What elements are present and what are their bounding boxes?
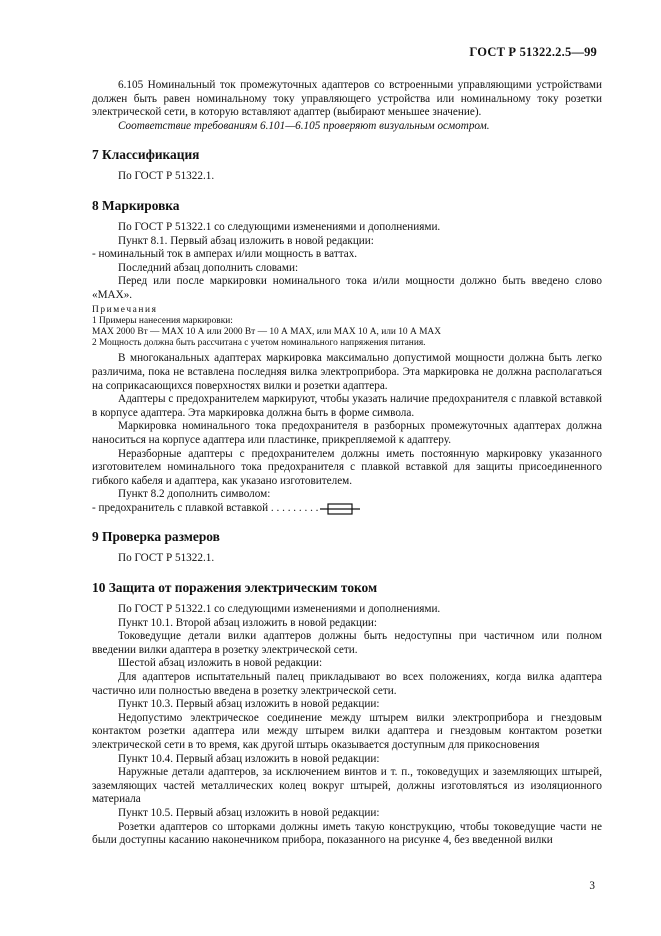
section-10-p4: Шестой абзац изложить в новой редакции: xyxy=(118,657,323,670)
section-8-p6: В многоканальных адаптерах маркировка максимально допустимой мощности должна быть легко различима, пока не вставлена последняя вилка электроприбора. Эта маркировка не должна располагаться на соприкасающихся поверхностях вилки и розетки адаптера. xyxy=(92,352,602,392)
section-10-p7: Недопустимо электрическое соединение между штырем вилки электроприбора и гнездовым контактом розетки адаптера или между штырем вилки адаптера и гнездовым контактом розетки электрической сети в то время, как другой штырь оказывается доступным для прикосновения xyxy=(92,711,602,751)
section-9-heading: 9 Проверка размеров xyxy=(92,529,220,545)
section-8-heading: 8 Маркировка xyxy=(92,197,180,213)
section-10-p11: Розетки адаптеров со шторками должны иметь такую конструкцию, чтобы токоведущие части не были доступны касанию наконечником прибора, показанного на рисунке 4, без введенной вилки xyxy=(92,820,602,847)
section-10-p3: Токоведущие детали вилки адаптеров должны быть недоступны при частичном или полном введении вилки адаптера в розетку электрической сети. xyxy=(92,630,602,656)
section-8-p8: Маркировка номинального тока предохранителя в разборных промежуточных адаптерах должна наноситься на корпусе адаптера или пластинке, прикрепляемой к адаптеру. xyxy=(92,420,602,446)
section-8-p5: Перед или после маркировки номинального тока и/или мощности должно быть введено слово «МАХ». xyxy=(92,275,602,301)
section-7-heading: 7 Классификация xyxy=(92,147,200,163)
section-8-p7: Адаптеры с предохранителем маркируют, чтобы указать наличие предохранителя с плавкой вставкой в корпусе адаптера. Эта маркировка должна быть в форме символа. xyxy=(92,393,602,419)
section-10-p6: Пункт 10.3. Первый абзац изложить в новой редакции: xyxy=(118,698,380,711)
section-8-p9: Неразборные адаптеры с предохранителем должны иметь постоянную маркировку указанного изготовителем номинального тока предохранителя с плавкой вставкой для защиты присоединенного гибкого кабеля и адаптера, как указано изготовителем. xyxy=(92,447,602,487)
section-10-heading: 10 Защита от поражения электрическим током xyxy=(92,580,378,596)
document-body xyxy=(92,79,602,848)
compliance-check-note: Соответствие требованиям 6.101—6.105 проверяют визуальным осмотром. xyxy=(118,119,490,132)
section-8-p3: - номинальный ток в амперах и/или мощность в ваттах. xyxy=(92,248,358,261)
section-8-p1: По ГОСТ Р 51322.1 со следующими изменениями и дополнениями. xyxy=(118,220,441,233)
section-8-p2: Пункт 8.1. Первый абзац изложить в новой редакции: xyxy=(118,234,374,247)
document-header: ГОСТ Р 51322.2.5—99 xyxy=(469,45,597,59)
note-1: 1 Примеры нанесения маркировки: xyxy=(92,315,233,326)
section-10-p1: По ГОСТ Р 51322.1 со следующими изменениями и дополнениями. xyxy=(118,603,441,616)
notes-title: Примечания xyxy=(92,304,158,315)
section-7-text: По ГОСТ Р 51322.1. xyxy=(118,170,215,183)
fuse-symbol-line xyxy=(92,502,602,516)
notes-block xyxy=(92,305,602,350)
section-10-p2: Пункт 10.1. Второй абзац изложить в новой редакции: xyxy=(118,616,378,629)
note-1-examples: МАХ 2000 Вт — МАХ 10 А или 2000 Вт — 10 А МАХ, или МАХ 10 А, или 10 А МАХ xyxy=(92,326,441,337)
section-10-p9: Наружные детали адаптеров, за исключением винтов и т. п., токоведущих и заземляющих штырей, заземляющих частей металлических колец вокруг штырей, должны изготовляться из изоляционного материала xyxy=(92,766,602,806)
page-number: 3 xyxy=(589,880,595,892)
section-10-p8: Пункт 10.4. Первый абзац изложить в новой редакции: xyxy=(118,752,380,765)
section-10-p5: Для адаптеров испытательный палец прикладывают во всех положениях, когда вилка адаптера частично или полностью введена в розетку электрической сети. xyxy=(92,671,602,697)
fuse-symbol-label: - предохранитель с плавкой вставкой . . . . . . . . . xyxy=(92,501,319,514)
note-2: 2 Мощность должна быть рассчитана с учетом номинального напряжения питания. xyxy=(92,338,426,349)
section-8-p10: Пункт 8.2 дополнить символом: xyxy=(118,488,271,501)
fuse-icon xyxy=(320,503,362,515)
paragraph-6-105: 6.105 Номинальный ток промежуточных адаптеров со встроенными управляющими устройствами должен быть равен номинальному току управляющего устройства или номинальному току розетки электрической сети, в которую вставляют адаптер (выбирают меньшее значение). xyxy=(92,79,602,119)
section-8-p4: Последний абзац дополнить словами: xyxy=(118,261,299,274)
section-10-p10: Пункт 10.5. Первый абзац изложить в новой редакции: xyxy=(118,806,380,819)
section-9-text: По ГОСТ Р 51322.1. xyxy=(118,552,215,565)
